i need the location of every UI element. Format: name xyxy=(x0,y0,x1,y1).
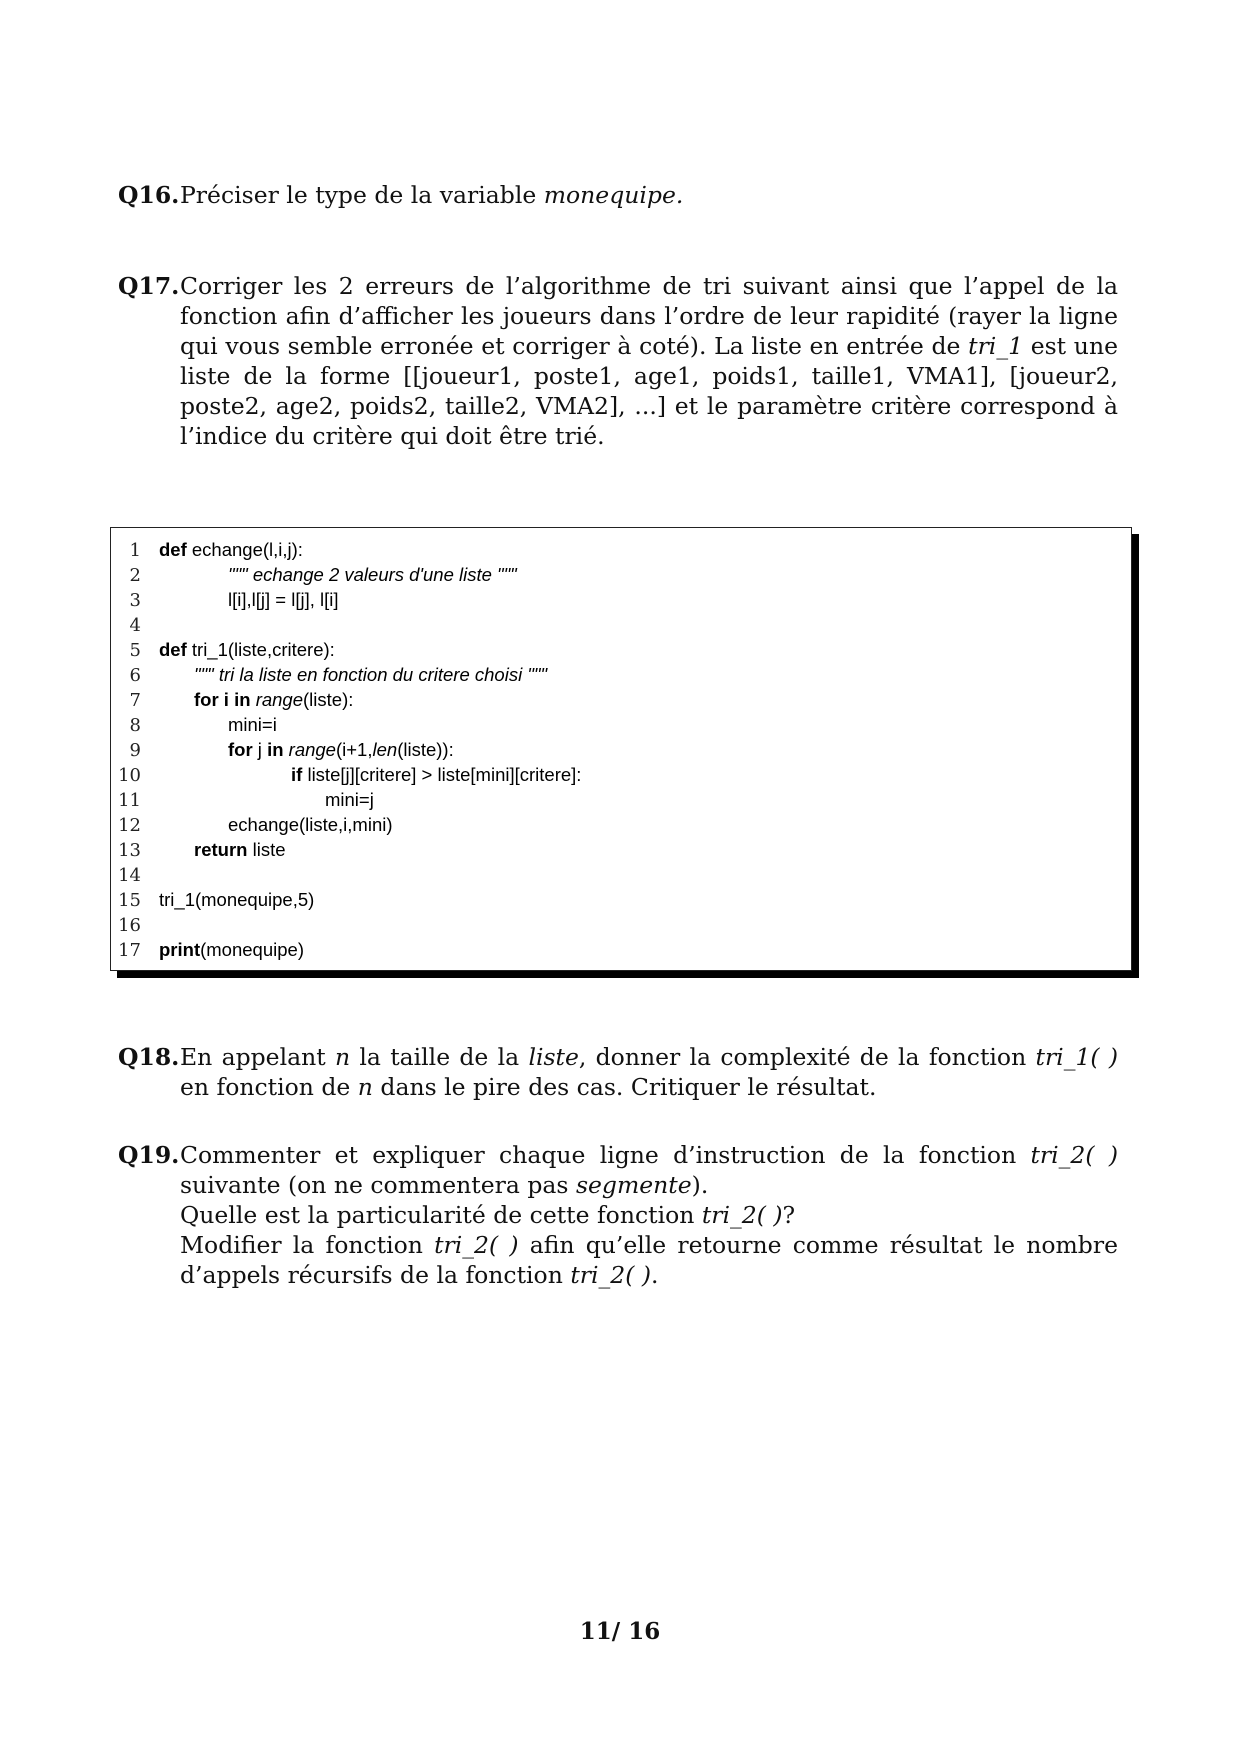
code-text: for j in range(i+1,len(liste)): xyxy=(228,739,454,760)
question-text xyxy=(180,180,1118,210)
code-text: l[i],l[j] = l[j], l[i] xyxy=(228,589,339,610)
code-text: if liste[j][critere] > liste[mini][critere]: xyxy=(291,764,582,785)
line-number: 17 xyxy=(118,940,141,961)
code-text: def echange(l,i,j): xyxy=(159,539,303,560)
code-text: """ echange 2 valeurs d'une liste """ xyxy=(228,564,517,585)
code-line xyxy=(111,663,1131,688)
line-number: 10 xyxy=(118,765,141,786)
paragraph: Modifier la fonction tri_2( ) afin qu’elle retourne comme résultat le nombre d’appels récursifs de la fonction tri_2( ). xyxy=(180,1231,1118,1289)
code-listing xyxy=(110,527,1132,971)
question-18 xyxy=(118,1042,1118,1102)
code-line xyxy=(111,813,1131,838)
line-number: 14 xyxy=(118,865,141,886)
code-text: mini=i xyxy=(228,714,277,735)
code-line xyxy=(111,563,1131,588)
question-number: Q19. xyxy=(118,1141,180,1169)
question-number: Q16. xyxy=(118,181,180,209)
question-number: Q18. xyxy=(118,1043,180,1071)
code-line xyxy=(111,888,1131,913)
code-text: def tri_1(liste,critere): xyxy=(159,639,335,660)
line-number: 11 xyxy=(118,790,141,811)
question-text xyxy=(180,1140,1118,1290)
variable-name: monequipe. xyxy=(543,181,684,209)
line-number: 2 xyxy=(129,565,141,586)
code-text: return liste xyxy=(194,839,286,860)
code-text: echange(liste,i,mini) xyxy=(228,814,393,835)
question-text: En appelant n la taille de la liste, donner la complexité de la fonction tri_1( ) en fonction de n dans le pire des cas. Critiquer le résultat. xyxy=(180,1043,1119,1101)
page-number: 11/ 16 xyxy=(579,1618,661,1645)
code-line xyxy=(111,688,1131,713)
line-number: 3 xyxy=(129,590,141,611)
code-line xyxy=(111,638,1131,663)
line-number: 7 xyxy=(129,690,141,711)
question-19 xyxy=(118,1140,1118,1290)
question-number: Q17. xyxy=(118,272,180,300)
line-number: 5 xyxy=(129,640,141,661)
code-text: tri_1(monequipe,5) xyxy=(159,889,315,910)
code-text: print(monequipe) xyxy=(159,939,304,960)
code-text: for i in range(liste): xyxy=(194,689,354,710)
code-line xyxy=(111,738,1131,763)
function-name: tri_1 xyxy=(968,332,1024,360)
line-number: 9 xyxy=(129,740,141,761)
line-number: 12 xyxy=(118,815,141,836)
code-line xyxy=(111,913,1131,938)
line-number: 13 xyxy=(118,840,141,861)
code-line xyxy=(111,838,1131,863)
code-text: mini=j xyxy=(325,789,374,810)
line-number: 8 xyxy=(129,715,141,736)
code-line xyxy=(111,788,1131,813)
paragraph: Commenter et expliquer chaque ligne d’instruction de la fonction tri_2( ) suivante (on ne commentera pas segmente). xyxy=(180,1141,1118,1199)
code-line xyxy=(111,863,1131,888)
code-line xyxy=(111,538,1131,563)
code-line xyxy=(111,613,1131,638)
line-number: 4 xyxy=(129,615,141,636)
question-16 xyxy=(118,180,1118,210)
text: Corriger les 2 erreurs de l’algorithme de tri suivant ainsi que l’appel de la fonction afin d’afficher les joueurs dans l’ordre de leur rapidité (rayer la ligne qui vous semble erronée et corriger à coté). La liste en entrée de xyxy=(180,272,1118,360)
line-number: 16 xyxy=(118,915,141,936)
text: est une liste de la forme [[joueur1, poste1, age1, poids1, taille1, VMA1], [joueur2, poste2, age2, poids2, taille2, VMA2], ...] et le paramètre critère correspond à l’indice du critère qui doit être trié. xyxy=(180,332,1118,450)
code-line xyxy=(111,588,1131,613)
paragraph: Quelle est la particularité de cette fonction tri_2( )? xyxy=(180,1201,796,1229)
code-line xyxy=(111,763,1131,788)
question-17 xyxy=(118,271,1118,451)
code-line xyxy=(111,938,1131,963)
question-text xyxy=(180,271,1118,451)
code-text: """ tri la liste en fonction du critere choisi """ xyxy=(194,664,548,685)
line-number: 6 xyxy=(129,665,141,686)
text: Préciser le type de la variable xyxy=(180,181,544,209)
line-number: 1 xyxy=(129,540,141,561)
code-line xyxy=(111,713,1131,738)
line-number: 15 xyxy=(118,890,141,911)
